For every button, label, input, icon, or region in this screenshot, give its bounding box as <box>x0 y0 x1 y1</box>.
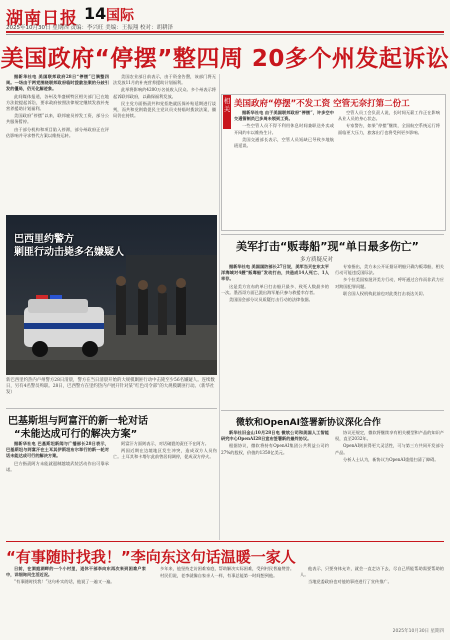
bottom-headline: “有事随时找我！”李向东这句话温暖一家人 <box>6 548 296 566</box>
ai-paragraph: 协议还规定，微软将继续享有相关模型和产品的知识产权，直至2032年。 <box>335 430 444 442</box>
ai-col-2 <box>335 430 444 536</box>
main-paragraph: 此间媒体报道，各州及华盛顿特区相关部门已在地方法院提起诉讼，要求政府按照法律规定继续发放补充营养援助计划福利。 <box>6 93 109 112</box>
main-paragraph: 此举将影响约4200万名低收入民众。多个州表示将起诉联邦政府，以确保福利发放。 <box>113 87 216 99</box>
divider <box>6 408 217 409</box>
bottom-paragraph: 村民们说，老李就像自家亲人一样，有事总能第一时间想到他。 <box>160 573 278 579</box>
divider <box>221 234 444 235</box>
header-rule <box>6 31 444 33</box>
related-paragraph: 专家警告，如果“停摆”继续，全国航空系统运行将面临更大压力，旅客出行也将受到更多影响。 <box>338 123 440 135</box>
ai-col-1 <box>221 430 329 536</box>
photo-overlay-line: 剿匪行动击毙多名嫌疑人 <box>14 247 124 258</box>
photo-caption: 新巴西里约热内卢州警方28日清晨，警方在当日清晨开始的大规模剿匪行动中击毙至少56名嫌疑人。连续数日，另有4名警员殉职。28日，巴西警方在里约热内卢展开针对某“红色司令部”的大规模剿匪行动。（新华社发） <box>6 378 215 395</box>
pak-afghan-paragraph: 巴方指责阿方未能就遏制越境武装活动作出可靠承诺。 <box>6 460 109 472</box>
pak-afghan-headline-2: “未能达成可行的解决方案” <box>14 429 138 440</box>
main-story-col-1 <box>6 74 109 212</box>
main-paragraph: 美国政府“停摆”以来，联邦雇员停发工资，部分公共服务暂停。 <box>6 113 109 125</box>
military-paragraph: 美国国会部分议员质疑打击行动的法律依据。 <box>229 297 313 303</box>
military-col-1 <box>221 264 329 406</box>
main-paragraph: 美国农业部日前表示，由于资金告罄，该部门将无法发放11月的补充营养援助计划福利。 <box>113 74 216 86</box>
divider <box>6 541 444 542</box>
masthead <box>6 4 444 30</box>
newspaper-logo: 湖南日报 <box>6 9 78 29</box>
military-paragraph: 联合国人权机构此前也对此类打击表达关切。 <box>343 290 427 296</box>
related-story-col-2 <box>338 110 440 225</box>
page-footer: 2025年10月30日 星期四 <box>392 629 444 634</box>
pak-afghan-col-2 <box>113 441 217 536</box>
military-paragraph: 这是美方宣布的单日打击船只最多、致死人数最多的一次。墨西哥方面已派出海军船只参与救援幸存者。 <box>221 283 329 295</box>
military-headline: 美军打击“贩毒船”现“单日最多伤亡” <box>236 240 419 253</box>
main-paragraph: 由于部分机构和项目陷入停滞，部分州政府正在评估影响并寻求替代方案以维持运转。 <box>6 126 109 138</box>
bottom-paragraph: 当地党委政府也对他的事迹进行了宣传推广。 <box>308 579 392 585</box>
divider <box>221 410 444 411</box>
section-name: 国际 <box>106 8 134 24</box>
bottom-paragraph: “有事随时找我！”这句朴实的话，他说了一遍又一遍。 <box>14 579 115 585</box>
header-thin-rule <box>6 34 444 35</box>
main-story-col-2 <box>113 74 216 212</box>
related-headline: 美国政府“停摆”不发工资 空管无奈打第二份工 <box>234 99 410 109</box>
column-divider <box>219 74 220 540</box>
military-paragraph: 多个拉美国家批评美方行动，呼吁通过合作而非武力应对跨国犯罪问题。 <box>335 277 444 289</box>
main-paragraph: 据新华社电 美国联邦政府28日“停摆”已满整四周。一场由于两党围绕联邦政府临时拨款法案的分歧引发的僵局，仍无化解迹象。 <box>6 74 109 92</box>
related-paragraph: 空管人员工会负责人说，长时间无薪工作正在影响从业人员的身心状态。 <box>338 110 440 122</box>
photo-overlay-title <box>14 233 124 259</box>
bottom-col-3 <box>300 566 444 626</box>
pak-afghan-col-1 <box>6 441 109 536</box>
military-paragraph: 专家指出，美方未公开证据证明船只确为贩毒船，相关行动可能违反国际法。 <box>335 264 444 276</box>
military-paragraph: 据新华社电 美国国防部长27日说，美军当天在东太平洋海域对4艘“贩毒船”发动打击，共造成14人死亡、1人幸存。 <box>221 264 329 282</box>
pak-afghan-paragraph: 两国近期在边境地区发生冲突，造成双方人员伤亡。土耳其和卡塔尔此前曾居间调停，促成双方停火。 <box>113 448 217 460</box>
ai-paragraph: 根据协议，微软将持有OpenAI集团公共利益公司约27%的股权，价值约1350亿美元。 <box>221 443 329 455</box>
bottom-paragraph: 多年来，他坚持走访困难家庭，帮助解决实际困难，受到村民普遍赞誉。 <box>160 566 294 571</box>
military-subheadline: 多方质疑反对 <box>300 257 334 263</box>
military-col-2 <box>335 264 444 406</box>
related-tag: 相关 <box>223 95 231 129</box>
page-number: 14 <box>84 4 107 23</box>
bottom-col-1 <box>6 566 146 626</box>
main-paragraph: 民主党方面指责共和党拒绝就医保补贴延期进行谈判，而共和党则敦促民主党议员支持临时拨款法案，僵局仍在持续。 <box>113 100 216 119</box>
ai-paragraph: OpenAI则获得更大灵活性，可与第三方共同开发部分产品。 <box>335 443 444 455</box>
ai-paragraph: 分析人士认为，新协议为OpenAI重组扫清了障碍。 <box>343 456 439 462</box>
dateline: 2025年10月30日 星期四 责编：李兴旺 美编：王振翔 校对：胡耕泽 <box>6 25 173 31</box>
photo-overlay-line: 巴西里约警方 <box>14 234 74 245</box>
bottom-col-2 <box>152 566 294 626</box>
pak-afghan-headline: 巴基斯坦与阿富汗的新一轮对话 <box>8 416 148 427</box>
related-paragraph: 美国交通部长表示，空管人员短缺已导致多地航班延误。 <box>234 136 334 149</box>
related-paragraph: 据新华社电 由于美国联邦政府“停摆”，许多空中交通管制员已多周未领到工资。 <box>234 110 334 122</box>
main-headline: 美国政府“停摆”整四周 20多个州发起诉讼 <box>0 46 450 72</box>
related-story-col-1 <box>234 110 334 225</box>
ai-paragraph: 新华社旧金山10月28日电 微软公司和美国人工智能研究中心OpenAI28日宣布签署新的最终协议。 <box>221 430 329 442</box>
bottom-paragraph: 他表示，只要身体允许，就会一直走访下去，尽自己所能帮助需要帮助的人。 <box>300 566 444 578</box>
related-paragraph: 一些空管人员不得不利用休息时间兼职送外卖或开网约车以维持生计。 <box>234 123 334 135</box>
bottom-paragraph: 日前，在洞庭湖畔的一个小村里，退休干部李向东再次来到困难户家中，详细询问生活近况。 <box>6 566 146 578</box>
pak-afghan-paragraph: 阿富汗方面则表示，对话破裂的责任不在阿方。 <box>121 441 209 446</box>
pak-afghan-paragraph: 据新华社电 巴基斯坦新闻与广播部长28日表示，巴基斯坦与阿富汗在土耳其伊斯坦布尔举行的新一轮对话未能达成可行的解决方案。 <box>6 441 109 459</box>
ai-headline: 微软和OpenAI签署新协议深化合作 <box>236 418 381 428</box>
